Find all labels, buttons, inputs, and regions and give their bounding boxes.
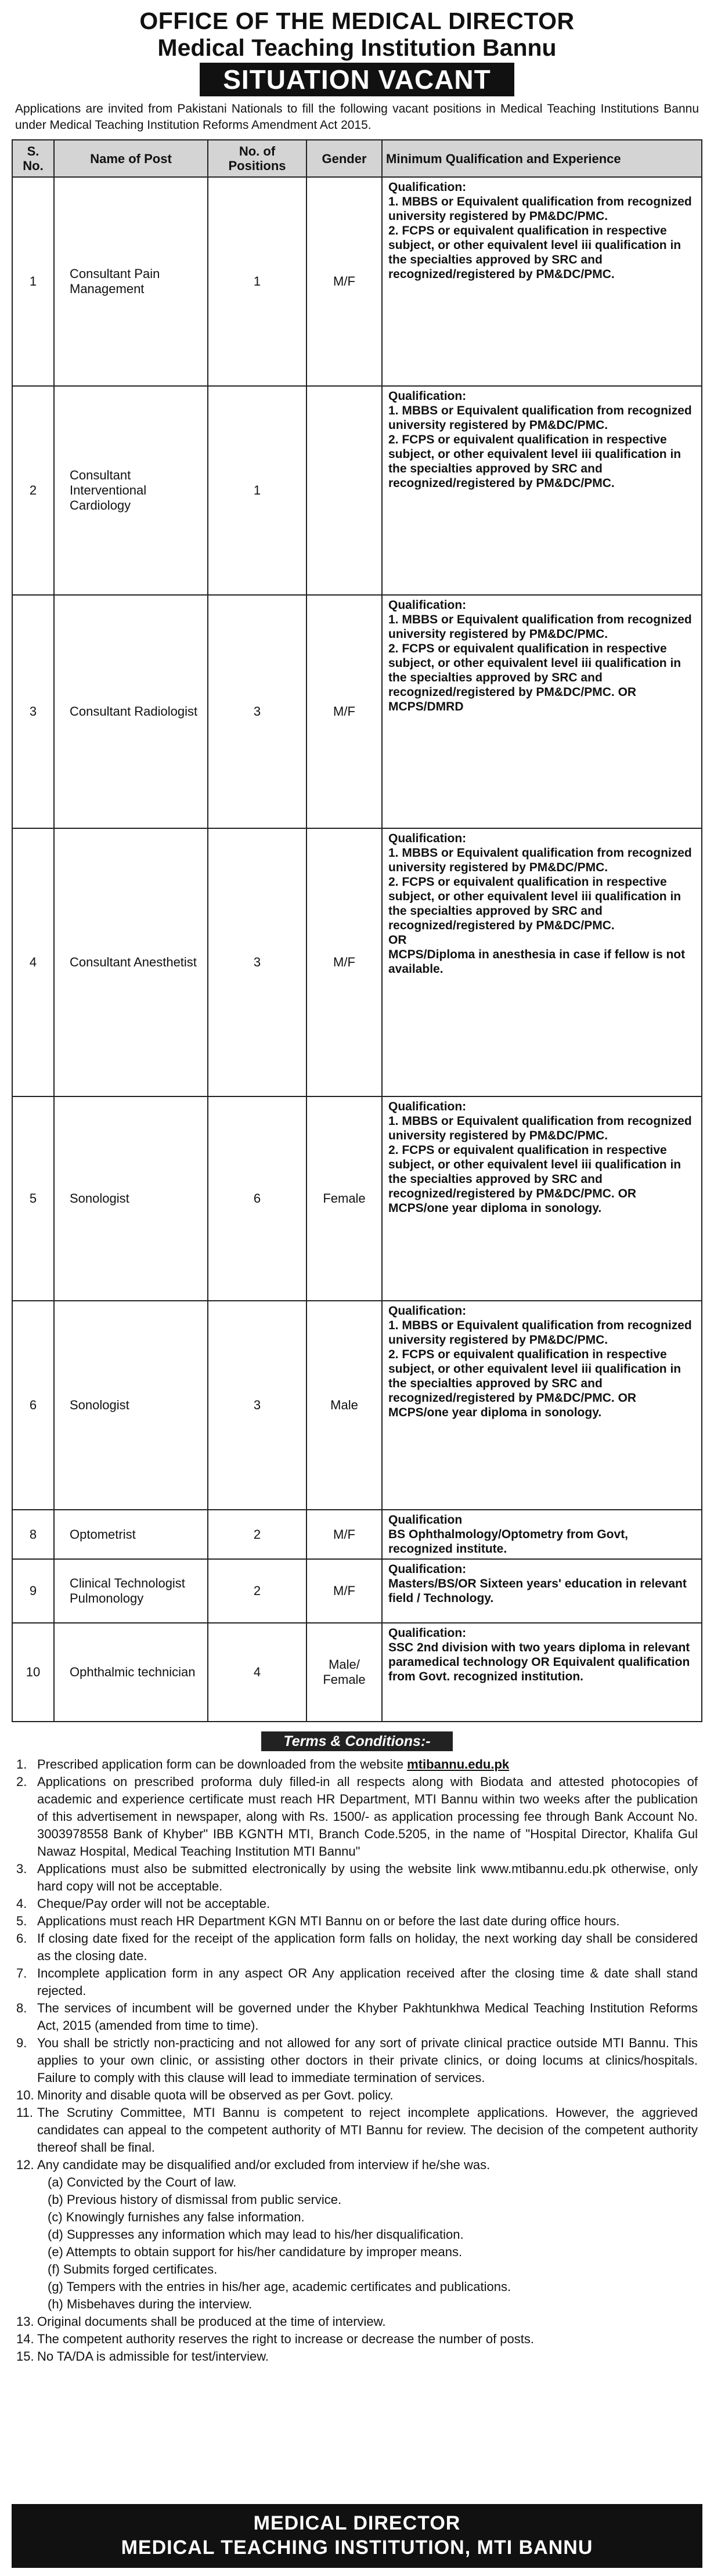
table-row: [12, 1096, 702, 1301]
term-item: [16, 1860, 698, 1895]
terms-list: [12, 1756, 702, 2365]
cell-qualification: [382, 1559, 702, 1623]
disqualification-item: (d) Suppresses any information which may lead to his/her disqualification.: [48, 2227, 464, 2242]
disqualification-item: (b) Previous history of dismissal from public service.: [48, 2192, 342, 2207]
term-number: 2.: [16, 1774, 27, 1789]
cell-positions: 2: [208, 1559, 306, 1623]
cell-qualification: [382, 828, 702, 1096]
term-item: [16, 1895, 698, 1913]
term-number: 4.: [16, 1896, 27, 1911]
cell-positions: 6: [208, 1096, 306, 1301]
cell-qualification: [382, 386, 702, 595]
qualification-line: Qualification:: [388, 1563, 467, 1576]
term-item: [16, 2330, 698, 2348]
term-item: [16, 2156, 698, 2174]
qualification-line: Qualification:: [388, 389, 467, 403]
qualification-line: 1. MBBS or Equivalent qualification from recognized university registered by PM&DC/PMC.: [388, 846, 692, 874]
institution-title: Medical Teaching Institution Bannu: [157, 34, 557, 61]
cell-post: Consultant Pain Management: [54, 177, 208, 386]
term-number: 11.: [16, 2105, 33, 2120]
term-number: 1.: [16, 1757, 27, 1772]
term-item: [16, 1773, 698, 1860]
cell-qualification: [382, 1301, 702, 1510]
terms-title: Terms & Conditions:-: [261, 1731, 453, 1751]
cell-sno: 1: [12, 177, 54, 386]
cell-sno: 5: [12, 1096, 54, 1301]
cell-gender: Male: [306, 1301, 382, 1510]
qualification-line: 2. FCPS or equivalent qualification in respective subject, or other equivalent level iii qualification in the specialties approved by SRC and recognized/registered by PM&DC/PMC. OR MCPS/one year diploma in sonology.: [388, 1348, 681, 1419]
term-number: 5.: [16, 1914, 27, 1928]
cell-gender: M/F: [306, 828, 382, 1096]
disqualification-item: (e) Attempts to obtain support for his/her candidature by improper means.: [48, 2245, 463, 2259]
qualification-line: 2. FCPS or equivalent qualification in respective subject, or other equivalent level iii qualification in the specialties approved by SRC and recognized/registered by PM&DC/PMC.: [388, 224, 681, 281]
term-text: No TA/DA is admissible for test/interview.: [37, 2349, 269, 2364]
qualification-line: Masters/BS/OR Sixteen years' education in relevant field / Technology.: [388, 1577, 687, 1605]
term-number: 7.: [16, 1966, 27, 1980]
qualification-line: 2. FCPS or equivalent qualification in respective subject, or other equivalent level iii qualification in the specialties approved by SRC and recognized/registered by PM&DC/PMC. OR MCPS/DMRD: [388, 642, 681, 713]
table-row: [12, 1559, 702, 1623]
term-number: 13.: [16, 2314, 34, 2329]
term-text: If closing date fixed for the receipt of the application form falls on holiday, the next working day shall be considered as the closing date.: [37, 1931, 698, 1963]
term-item: [16, 2313, 698, 2330]
cell-qualification: [382, 1623, 702, 1722]
office-title: OFFICE OF THE MEDICAL DIRECTOR: [139, 8, 575, 34]
cell-sno: 6: [12, 1301, 54, 1510]
term-item: [16, 2348, 698, 2365]
term-number: 12.: [16, 2158, 34, 2172]
table-body: [12, 177, 702, 1722]
cell-qualification: [382, 1096, 702, 1301]
table-row: [12, 828, 702, 1096]
disqualification-item: (c) Knowingly furnishes any false information.: [48, 2210, 305, 2224]
cell-post: Sonologist: [54, 1301, 208, 1510]
term-number: 3.: [16, 1861, 27, 1876]
terms-main: [16, 1773, 698, 2174]
cell-positions: 3: [208, 595, 306, 828]
cell-gender: Female: [306, 1096, 382, 1301]
qualification-line: Qualification: [388, 1513, 463, 1527]
disqualification-item: (g) Tempers with the entries in his/her age, academic certificates and publications.: [48, 2279, 511, 2294]
qualification-line: Qualification:: [388, 598, 467, 612]
footer-signature: [12, 2504, 702, 2568]
header-post: Name of Post: [54, 140, 208, 177]
qualification-line: 2. FCPS or equivalent qualification in respective subject, or other equivalent level iii qualification in the specialties approved by SRC and recognized/registered by PM&DC/PMC.: [388, 875, 681, 932]
term-text: Applications on prescribed proforma duly filled-in all respects along with Biodata and attested photocopies of academic and experience certificate must reach HR Department, MTI Bannu within two weeks after the publication of this advertisement in newspaper, along with Rs. 1500/- as application processing fee through Bank Account No. 3003978558 Bank of Khyber" IBB KGNTH MTI, Branch Code.5205, in the name of "Hospital Director, Khalifa Gul Nawaz Hospital, Medical Teaching Institution MTI Bannu": [37, 1774, 698, 1859]
disqualification-item: (h) Misbehaves during the interview.: [48, 2297, 253, 2311]
cell-gender: M/F: [306, 1559, 382, 1623]
term-number: 14.: [16, 2332, 34, 2346]
disqualification-item: (f) Submits forged certificates.: [48, 2262, 218, 2276]
cell-sno: 2: [12, 386, 54, 595]
qualification-line: MCPS/Diploma in anesthesia in case if fellow is not available.: [388, 948, 686, 976]
cell-sno: 8: [12, 1510, 54, 1559]
table-row: [12, 386, 702, 595]
term-number: 8.: [16, 2001, 27, 2015]
term-text: Applications must reach HR Department KGN MTI Bannu on or before the last date during office hours.: [37, 1914, 620, 1928]
cell-post: Optometrist: [54, 1510, 208, 1559]
term-text: The Scrutiny Committee, MTI Bannu is competent to reject incomplete applications. However, the aggrieved candidates can appeal to the competent authority of MTI Bannu for review. The decision of the competent authority thereof shall be final.: [37, 2105, 698, 2155]
term-text: Applications must also be submitted electronically by using the website link www.mtibannu.edu.pk otherwise, only hard copy will not be acceptable.: [37, 1861, 698, 1893]
qualification-line: 1. MBBS or Equivalent qualification from recognized university registered by PM&DC/PMC.: [388, 195, 692, 223]
term-text: Cheque/Pay order will not be acceptable.: [37, 1896, 271, 1911]
intro-paragraph: Applications are invited from Pakistani Nationals to fill the following vacant positions in Medical Teaching Institutions Bannu under Medical Teaching Institution Reforms Amendment Act 2015.: [15, 102, 699, 132]
table-row: [12, 595, 702, 828]
header-gender: Gender: [306, 140, 382, 177]
cell-gender: M/F: [306, 595, 382, 828]
term-text: Incomplete application form in any aspect OR Any application received after the closing time & date shall stand rejected.: [37, 1966, 698, 1998]
qualification-line: Qualification:: [388, 1626, 467, 1640]
term-text: Prescribed application form can be downloaded from the website mtibannu.edu.pk: [37, 1757, 510, 1772]
term-number: 6.: [16, 1931, 27, 1946]
cell-qualification: [382, 177, 702, 386]
term-text: Original documents shall be produced at the time of interview.: [37, 2314, 386, 2329]
qualification-line: SSC 2nd division with two years diploma in relevant paramedical technology OR Equivalent qualification from Govt. recognized institution.: [388, 1641, 690, 1683]
qualification-line: 1. MBBS or Equivalent qualification from recognized university registered by PM&DC/PMC.: [388, 1114, 692, 1142]
qualification-line: Qualification:: [388, 1100, 467, 1113]
term-item: [16, 1756, 698, 1773]
header-qualification: Minimum Qualification and Experience: [382, 140, 702, 177]
header-positions: No. of Positions: [208, 140, 306, 177]
qualification-line: OR: [388, 933, 407, 947]
terms-tail: [16, 2313, 698, 2365]
cell-positions: 2: [208, 1510, 306, 1559]
term-text: Any candidate may be disqualified and/or excluded from interview if he/she was.: [37, 2158, 491, 2172]
cell-gender: [306, 386, 382, 595]
cell-post: Sonologist: [54, 1096, 208, 1301]
term-number: 10.: [16, 2088, 34, 2102]
table-row: [12, 1510, 702, 1559]
cell-sno: 3: [12, 595, 54, 828]
cell-qualification: [382, 1510, 702, 1559]
qualification-line: 1. MBBS or Equivalent qualification from recognized university registered by PM&DC/PMC.: [388, 1319, 692, 1347]
table-row: [12, 1623, 702, 1722]
cell-positions: 4: [208, 1623, 306, 1722]
term-item: [16, 2034, 698, 2087]
term-item: [16, 1930, 698, 1965]
term-text: You shall be strictly non-practicing and not allowed for any sort of private clinical practice outside MTI Bannu. This applies to your own clinic, or assisting other doctors in their private clinics, or doing locums at clinics/hospitals. Failure to comply with this clause will lead to immediate termination of services.: [37, 2036, 698, 2085]
footer-line-2: MEDICAL TEACHING INSTITUTION, MTI BANNU: [121, 2537, 593, 2559]
qualification-line: 2. FCPS or equivalent qualification in respective subject, or other equivalent level iii qualification in the specialties approved by SRC and recognized/registered by PM&DC/PMC.: [388, 433, 681, 490]
header-sno: S. No.: [12, 140, 54, 177]
term-item: [16, 1913, 698, 1930]
cell-post: Clinical Technologist Pulmonology: [54, 1559, 208, 1623]
table-row: [12, 177, 702, 386]
term-item: [16, 2087, 698, 2104]
qualification-line: Qualification:: [388, 832, 467, 845]
cell-sno: 9: [12, 1559, 54, 1623]
term-item: [16, 2104, 698, 2156]
qualification-line: Qualification:: [388, 181, 467, 194]
header: [12, 8, 702, 96]
cell-gender: Male/ Female: [306, 1623, 382, 1722]
cell-gender: M/F: [306, 177, 382, 386]
qualification-line: Qualification:: [388, 1304, 467, 1318]
term-text: The services of incumbent will be governed under the Khyber Pakhtunkhwa Medical Teaching Institution Reforms Act, 2015 (amended from time to time).: [37, 2001, 698, 2033]
term-item: [16, 1965, 698, 2000]
term-number: 9.: [16, 2036, 27, 2050]
cell-positions: 1: [208, 386, 306, 595]
situation-vacant-banner: SITUATION VACANT: [200, 63, 514, 96]
cell-sno: 4: [12, 828, 54, 1096]
cell-gender: M/F: [306, 1510, 382, 1559]
disqualification-list: [16, 2174, 698, 2313]
vacancies-table: [12, 139, 702, 1722]
qualification-line: 1. MBBS or Equivalent qualification from recognized university registered by PM&DC/PMC.: [388, 613, 692, 641]
qualification-line: 1. MBBS or Equivalent qualification from recognized university registered by PM&DC/PMC.: [388, 404, 692, 432]
cell-post: Consultant Interventional Cardiology: [54, 386, 208, 595]
qualification-line: 2. FCPS or equivalent qualification in respective subject, or other equivalent level iii qualification in the specialties approved by SRC and recognized/registered by PM&DC/PMC. OR: [388, 1143, 681, 1200]
table-header-row: [12, 140, 702, 177]
term-number: 15.: [16, 2349, 34, 2364]
term-text: The competent authority reserves the right to increase or decrease the number of posts.: [37, 2332, 535, 2346]
disqualification-item: (a) Convicted by the Court of law.: [48, 2175, 237, 2189]
cell-post: Consultant Anesthetist: [54, 828, 208, 1096]
term-item: [16, 2000, 698, 2034]
cell-positions: 3: [208, 828, 306, 1096]
qualification-line: MCPS/one year diploma in sonology.: [388, 1202, 602, 1215]
cell-sno: 10: [12, 1623, 54, 1722]
cell-positions: 3: [208, 1301, 306, 1510]
cell-positions: 1: [208, 177, 306, 386]
qualification-line: BS Ophthalmology/Optometry from Govt, recognized institute.: [388, 1528, 629, 1556]
cell-post: Consultant Radiologist: [54, 595, 208, 828]
cell-qualification: [382, 595, 702, 828]
website-link[interactable]: mtibannu.edu.pk: [407, 1757, 510, 1772]
table-row: [12, 1301, 702, 1510]
term-text: Minority and disable quota will be observed as per Govt. policy.: [37, 2088, 394, 2102]
footer-line-1: MEDICAL DIRECTOR: [253, 2512, 461, 2534]
cell-post: Ophthalmic technician: [54, 1623, 208, 1722]
